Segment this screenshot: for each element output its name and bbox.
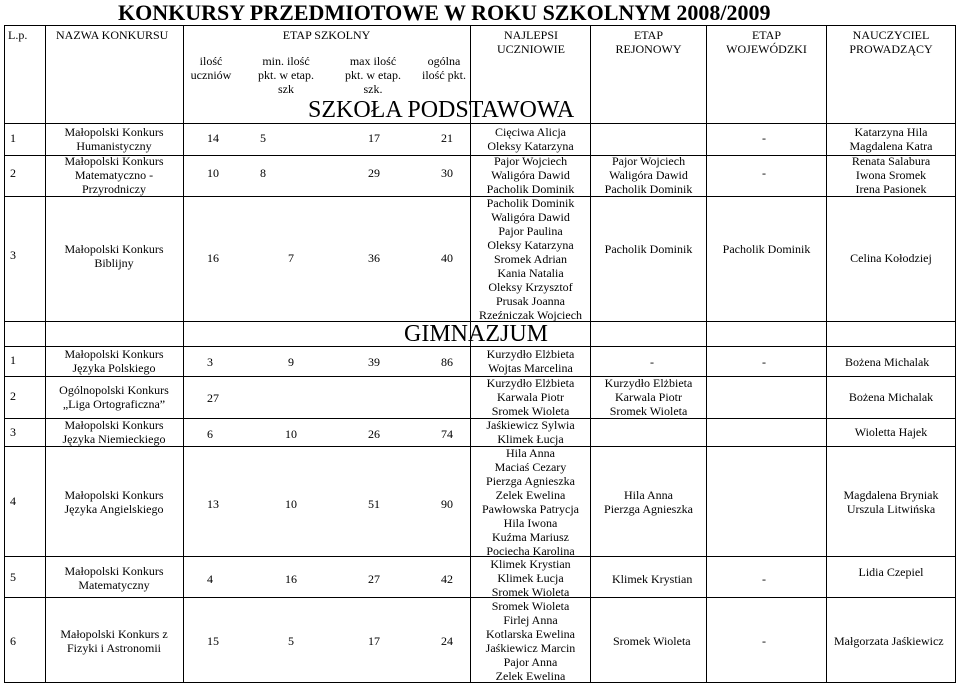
cell-rejonowy: -	[650, 355, 654, 369]
cell-wojewodzki: -	[762, 572, 766, 586]
cell-ogolna: 86	[441, 355, 453, 369]
row-lp: 4	[10, 494, 16, 508]
cell-najlepsi: Cięciwa Alicja Oleksy Katarzyna	[487, 125, 574, 153]
cell-najlepsi: Sromek Wioleta Firlej Anna Kotlarska Ewelina Jaśkiewicz Marcin Pajor Anna Zelek Ewelina	[485, 599, 576, 683]
cell-ilosc: 15	[207, 634, 219, 648]
cell-max: 36	[368, 251, 380, 265]
row-lp: 2	[10, 166, 16, 180]
cell-ilosc: 6	[207, 427, 213, 441]
cell-ilosc: 10	[207, 166, 219, 180]
cell-rejonowy: Pacholik Dominik	[604, 242, 693, 256]
cell-min: 10	[285, 497, 297, 511]
contest-name: Małopolski Konkurs Matematyczny	[64, 564, 164, 592]
section-gimnazjum: GIMNAZJUM	[404, 321, 548, 347]
cell-wojewodzki: Pacholik Dominik	[722, 242, 811, 256]
row-lp: 1	[10, 131, 16, 145]
contest-name: Małopolski Konkurs Biblijny	[64, 242, 164, 270]
contest-name: Ogólnopolski Konkurs „Liga Ortograficzna”	[59, 383, 169, 411]
cell-max: 27	[368, 572, 380, 586]
cell-min: 10	[285, 427, 297, 441]
cell-najlepsi: Pajor Wojciech Waligóra Dawid Pacholik Dominik	[486, 154, 575, 196]
row-lp: 1	[10, 353, 16, 367]
cell-wojewodzki: -	[762, 131, 766, 145]
header-ilosc-uczniow: ilość uczniów	[190, 54, 232, 82]
cell-najlepsi: Kurzydło Elżbieta Wojtas Marcelina	[486, 347, 575, 375]
row-lp: 2	[10, 389, 16, 403]
cell-najlepsi: Hila Anna Maciaś Cezary Pierzga Agnieszka Zelek Ewelina Pawłowska Patrycja Hila Iwona Kuźma Mariusz Pociecha Karolina	[482, 446, 579, 558]
cell-rejonowy: Pajor Wojciech Waligóra Dawid Pacholik Dominik	[604, 154, 693, 196]
cell-najlepsi: Pacholik Dominik Waligóra Dawid Pajor Paulina Oleksy Katarzyna Sromek Adrian Kania Natalia Oleksy Krzysztof Prusak Joanna Rzeźniczak Wojciech	[478, 196, 583, 322]
cell-max: 17	[368, 131, 380, 145]
cell-max: 29	[368, 166, 380, 180]
cell-min: 5	[288, 634, 294, 648]
header-nauczyciel: NAUCZYCIEL PROWADZĄCY	[849, 28, 933, 56]
cell-nauczyciel: Renata Salabura Iwona Sromek Irena Pasionek	[851, 154, 931, 196]
header-max-ilosc: max ilość pkt. w etap. szk.	[345, 54, 401, 96]
cell-max: 17	[368, 634, 380, 648]
header-ogolna-ilosc: ogólna ilość pkt.	[422, 54, 466, 82]
section-podstawowa: SZKOŁA PODSTAWOWA	[308, 97, 575, 123]
row-lp: 3	[10, 248, 16, 262]
cell-ilosc: 4	[207, 572, 213, 586]
contest-name: Małopolski Konkurs Języka Angielskiego	[64, 488, 164, 516]
cell-max: 26	[368, 427, 380, 441]
header-lp: L.p.	[8, 28, 28, 42]
cell-min: 16	[285, 572, 297, 586]
cell-ogolna: 40	[441, 251, 453, 265]
row-lp: 6	[10, 634, 16, 648]
cell-ogolna: 90	[441, 497, 453, 511]
cell-ogolna: 30	[441, 166, 453, 180]
cell-ogolna: 74	[441, 427, 453, 441]
cell-min: 5	[260, 131, 266, 145]
cell-wojewodzki: -	[762, 166, 766, 180]
cell-najlepsi: Jaśkiewicz Sylwia Klimek Łucja	[486, 418, 575, 446]
cell-nauczyciel: Magdalena Bryniak Urszula Litwińska	[843, 488, 939, 516]
cell-rejonowy: Klimek Krystian	[612, 572, 693, 586]
cell-rejonowy: Kurzydło Elżbieta Karwala Piotr Sromek Wioleta	[604, 376, 693, 418]
cell-nauczyciel: Lidia Czepiel	[858, 565, 924, 579]
header-etap-wojewodzki: ETAP WOJEWÓDZKI	[726, 28, 807, 56]
cell-nauczyciel: Celina Kołodziej	[850, 251, 932, 265]
cell-rejonowy: Sromek Wioleta	[613, 634, 691, 648]
header-najlepsi: NAJLEPSI UCZNIOWIE	[497, 28, 565, 56]
header-etap-rejonowy: ETAP REJONOWY	[615, 28, 682, 56]
cell-wojewodzki: -	[762, 634, 766, 648]
cell-ilosc: 13	[207, 497, 219, 511]
cell-ilosc: 27	[207, 391, 219, 405]
contest-name: Małopolski Konkurs Humanistyczny	[64, 125, 164, 153]
header-etap-szkolny: ETAP SZKOLNY	[282, 28, 371, 42]
row-lp: 3	[10, 425, 16, 439]
cell-nauczyciel: Katarzyna Hila Magdalena Katra	[849, 125, 933, 153]
cell-nauczyciel: Bożena Michalak	[845, 355, 930, 369]
row-lp: 5	[10, 570, 16, 584]
header-min-ilosc: min. ilość pkt. w etap. szk	[258, 54, 314, 96]
cell-max: 51	[368, 497, 380, 511]
contest-name: Małopolski Konkurs z Fizyki i Astronomii	[60, 627, 168, 655]
cell-nauczyciel: Wioletta Hajek	[854, 425, 928, 439]
contest-name: Małopolski Konkurs Języka Niemieckiego	[62, 418, 166, 446]
cell-rejonowy: Hila Anna Pierzga Agnieszka	[604, 488, 693, 516]
cell-ogolna: 24	[441, 634, 453, 648]
cell-wojewodzki: -	[762, 355, 766, 369]
cell-najlepsi: Klimek Krystian Klimek Łucja Sromek Wioleta	[490, 557, 571, 599]
cell-max: 39	[368, 355, 380, 369]
cell-ilosc: 3	[207, 355, 213, 369]
cell-min: 8	[260, 166, 266, 180]
contest-name: Małopolski Konkurs Języka Polskiego	[64, 347, 164, 375]
cell-min: 7	[288, 251, 294, 265]
contest-name: Małopolski Konkurs Matematyczno - Przyrodniczy	[64, 154, 164, 196]
cell-min: 9	[288, 355, 294, 369]
cell-ogolna: 21	[441, 131, 453, 145]
header-nazwa: NAZWA KONKURSU	[56, 28, 169, 42]
page-title: KONKURSY PRZEDMIOTOWE W ROKU SZKOLNYM 2008/2009	[118, 0, 771, 25]
cell-ilosc: 14	[207, 131, 219, 145]
cell-nauczyciel: Bożena Michalak	[848, 390, 934, 404]
cell-nauczyciel: Małgorzata Jaśkiewicz	[834, 634, 944, 648]
cell-ogolna: 42	[441, 572, 453, 586]
cell-najlepsi: Kurzydło Elżbieta Karwala Piotr Sromek Wioleta	[486, 376, 575, 418]
cell-ilosc: 16	[207, 251, 219, 265]
